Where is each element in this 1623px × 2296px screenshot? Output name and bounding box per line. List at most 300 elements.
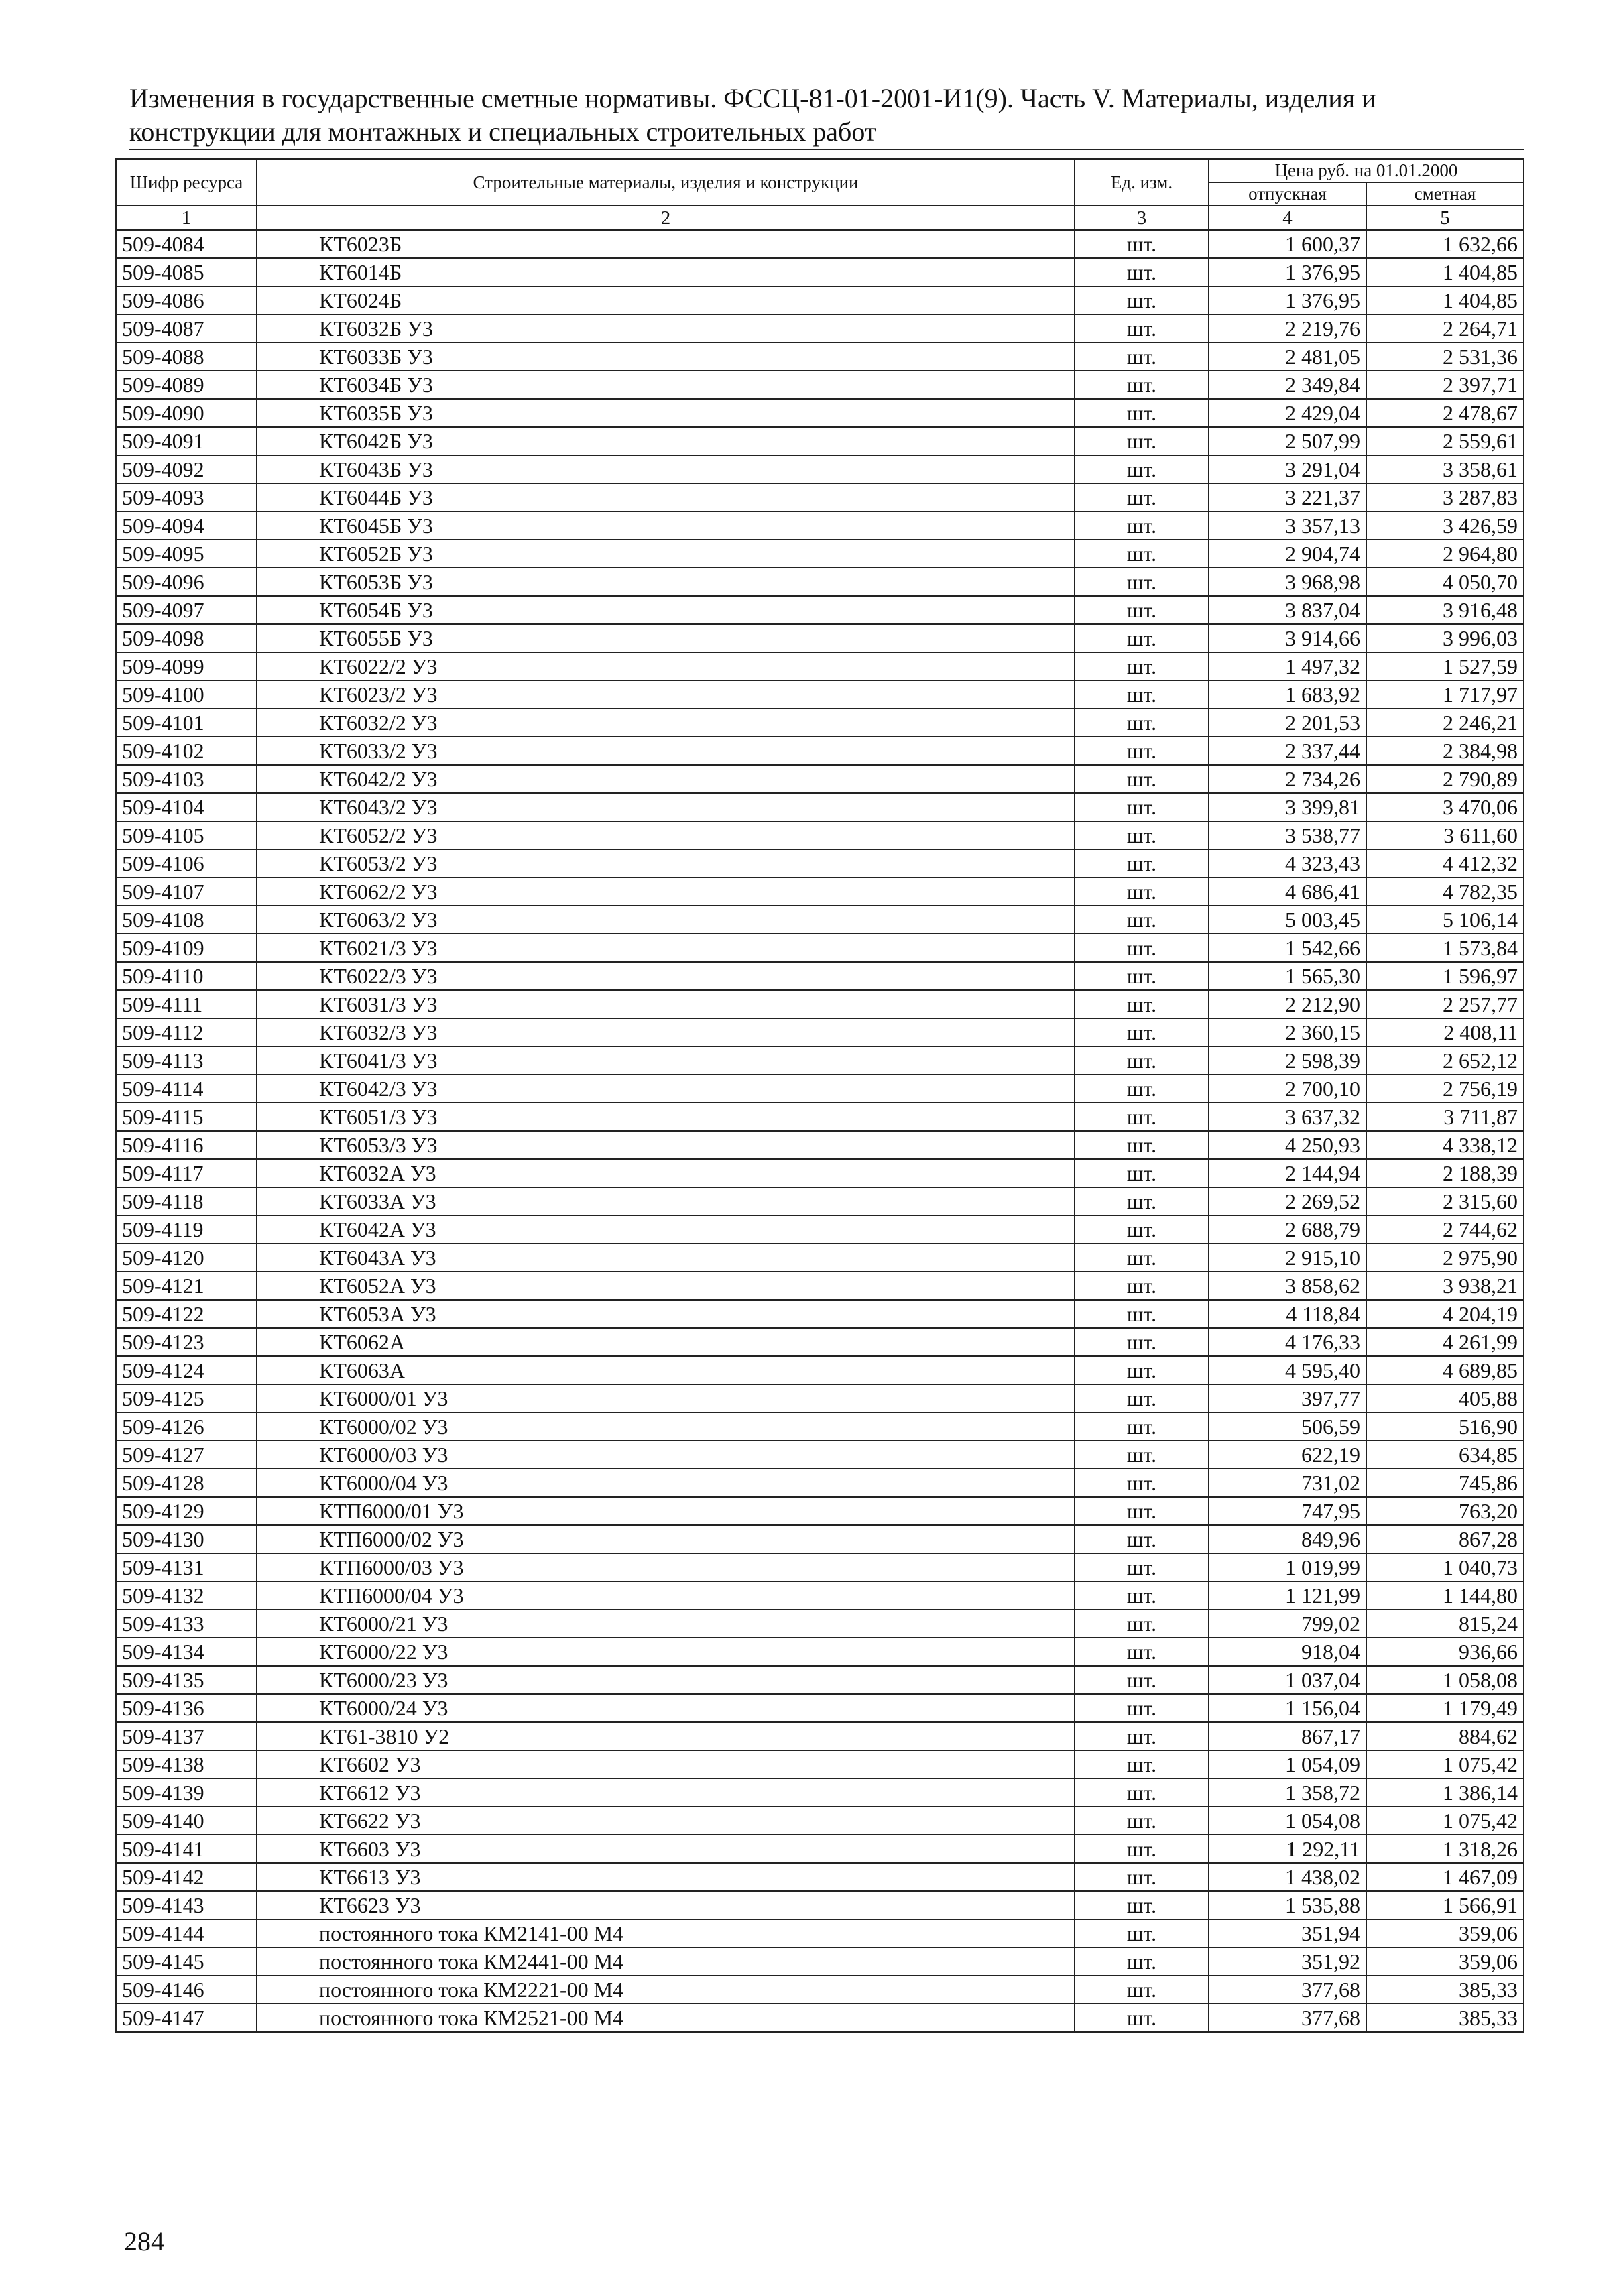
cell-code: 509-4119 (116, 1215, 257, 1244)
cell-estimate-price: 385,33 (1366, 1976, 1524, 2004)
cell-code: 509-4124 (116, 1356, 257, 1384)
cell-code: 509-4094 (116, 511, 257, 540)
table-row (116, 737, 1524, 765)
cell-unit: шт. (1075, 1835, 1209, 1863)
cell-estimate-price: 5 106,14 (1366, 906, 1524, 934)
cell-code: 509-4140 (116, 1807, 257, 1835)
col-header-price: Цена руб. на 01.01.2000 (1209, 159, 1524, 182)
cell-estimate-price: 3 470,06 (1366, 793, 1524, 821)
cell-code: 509-4136 (116, 1694, 257, 1722)
table-row (116, 1778, 1524, 1807)
cell-unit: шт. (1075, 737, 1209, 765)
cell-name: КТП6000/04 У3 (257, 1581, 1075, 1610)
cell-release-price: 1 497,32 (1209, 652, 1366, 680)
cell-release-price: 1 037,04 (1209, 1666, 1366, 1694)
col-header-release: отпускная (1209, 182, 1366, 206)
cell-unit: шт. (1075, 793, 1209, 821)
cell-name: КТ6054Б У3 (257, 596, 1075, 624)
cell-estimate-price: 2 397,71 (1366, 371, 1524, 399)
cell-unit: шт. (1075, 258, 1209, 286)
cell-estimate-price: 1 632,66 (1366, 230, 1524, 258)
cell-unit: шт. (1075, 709, 1209, 737)
cell-release-price: 2 734,26 (1209, 765, 1366, 793)
cell-unit: шт. (1075, 1891, 1209, 1919)
cell-estimate-price: 2 315,60 (1366, 1187, 1524, 1215)
cell-name: КТ6035Б У3 (257, 399, 1075, 427)
cell-name: КТ6043Б У3 (257, 455, 1075, 483)
table-row (116, 1497, 1524, 1525)
cell-name: КТ6000/21 У3 (257, 1610, 1075, 1638)
cell-unit: шт. (1075, 1469, 1209, 1497)
col-header-unit: Ед. изм. (1075, 159, 1209, 206)
col-index-4: 4 (1209, 206, 1366, 230)
cell-unit: шт. (1075, 286, 1209, 314)
table-row (116, 1412, 1524, 1441)
cell-unit: шт. (1075, 314, 1209, 343)
table-row (116, 511, 1524, 540)
cell-code: 509-4112 (116, 1018, 257, 1046)
cell-release-price: 4 250,93 (1209, 1131, 1366, 1159)
cell-code: 509-4137 (116, 1722, 257, 1750)
price-table (115, 158, 1524, 2033)
cell-unit: шт. (1075, 1300, 1209, 1328)
cell-name: КТ6063/2 У3 (257, 906, 1075, 934)
cell-estimate-price: 2 478,67 (1366, 399, 1524, 427)
cell-estimate-price: 1 144,80 (1366, 1581, 1524, 1610)
cell-estimate-price: 516,90 (1366, 1412, 1524, 1441)
cell-name: КТ6033/2 У3 (257, 737, 1075, 765)
cell-release-price: 1 542,66 (1209, 934, 1366, 962)
cell-unit: шт. (1075, 1412, 1209, 1441)
cell-code: 509-4114 (116, 1075, 257, 1103)
cell-name: КТ6031/3 У3 (257, 990, 1075, 1018)
cell-estimate-price: 763,20 (1366, 1497, 1524, 1525)
table-row (116, 1750, 1524, 1778)
cell-code: 509-4113 (116, 1046, 257, 1075)
cell-code: 509-4142 (116, 1863, 257, 1891)
cell-release-price: 1 376,95 (1209, 286, 1366, 314)
cell-estimate-price: 1 717,97 (1366, 680, 1524, 709)
cell-release-price: 351,94 (1209, 1919, 1366, 1947)
cell-release-price: 3 968,98 (1209, 568, 1366, 596)
cell-code: 509-4145 (116, 1947, 257, 1976)
cell-unit: шт. (1075, 1159, 1209, 1187)
cell-release-price: 849,96 (1209, 1525, 1366, 1553)
cell-code: 509-4108 (116, 906, 257, 934)
header-line-2: конструкции для монтажных и специальных строительных работ (129, 117, 877, 147)
cell-unit: шт. (1075, 371, 1209, 399)
cell-unit: шт. (1075, 1046, 1209, 1075)
cell-release-price: 622,19 (1209, 1441, 1366, 1469)
table-row (116, 1976, 1524, 2004)
cell-code: 509-4143 (116, 1891, 257, 1919)
cell-estimate-price: 634,85 (1366, 1441, 1524, 1469)
cell-unit: шт. (1075, 1497, 1209, 1525)
cell-code: 509-4147 (116, 2004, 257, 2032)
cell-estimate-price: 2 964,80 (1366, 540, 1524, 568)
cell-estimate-price: 3 426,59 (1366, 511, 1524, 540)
cell-name: КТ6032/3 У3 (257, 1018, 1075, 1046)
cell-name: КТ61-3810 У2 (257, 1722, 1075, 1750)
header-line-1: Изменения в государственные сметные нормативы. ФССЦ-81-01-2001-И1(9). Часть V. Материалы, изделия и (129, 83, 1376, 113)
cell-estimate-price: 1 386,14 (1366, 1778, 1524, 1807)
cell-unit: шт. (1075, 1525, 1209, 1553)
table-row (116, 1525, 1524, 1553)
table-row (116, 1835, 1524, 1863)
table-row (116, 1638, 1524, 1666)
table-row (116, 2004, 1524, 2032)
cell-unit: шт. (1075, 1187, 1209, 1215)
cell-code: 509-4127 (116, 1441, 257, 1469)
cell-estimate-price: 385,33 (1366, 2004, 1524, 2032)
cell-unit: шт. (1075, 1018, 1209, 1046)
cell-unit: шт. (1075, 821, 1209, 849)
table-row (116, 230, 1524, 258)
cell-estimate-price: 1 404,85 (1366, 258, 1524, 286)
cell-release-price: 1 019,99 (1209, 1553, 1366, 1581)
table-row (116, 1159, 1524, 1187)
cell-release-price: 2 507,99 (1209, 427, 1366, 455)
table-row (116, 1947, 1524, 1976)
cell-unit: шт. (1075, 483, 1209, 511)
cell-name: КТ6000/22 У3 (257, 1638, 1075, 1666)
cell-unit: шт. (1075, 624, 1209, 652)
table-row (116, 624, 1524, 652)
cell-name: КТ6622 У3 (257, 1807, 1075, 1835)
col-header-code: Шифр ресурса (116, 159, 257, 206)
cell-unit: шт. (1075, 1384, 1209, 1412)
cell-unit: шт. (1075, 934, 1209, 962)
cell-code: 509-4109 (116, 934, 257, 962)
table-row (116, 1272, 1524, 1300)
cell-name: КТ6023/2 У3 (257, 680, 1075, 709)
cell-estimate-price: 4 689,85 (1366, 1356, 1524, 1384)
cell-unit: шт. (1075, 1666, 1209, 1694)
cell-release-price: 506,59 (1209, 1412, 1366, 1441)
cell-release-price: 2 349,84 (1209, 371, 1366, 399)
cell-code: 509-4099 (116, 652, 257, 680)
cell-unit: шт. (1075, 1244, 1209, 1272)
cell-estimate-price: 1 573,84 (1366, 934, 1524, 962)
cell-estimate-price: 2 790,89 (1366, 765, 1524, 793)
cell-release-price: 5 003,45 (1209, 906, 1366, 934)
cell-unit: шт. (1075, 1919, 1209, 1947)
cell-unit: шт. (1075, 455, 1209, 483)
cell-release-price: 731,02 (1209, 1469, 1366, 1497)
cell-release-price: 2 915,10 (1209, 1244, 1366, 1272)
cell-unit: шт. (1075, 1103, 1209, 1131)
cell-code: 509-4103 (116, 765, 257, 793)
page-number: 284 (124, 2226, 164, 2256)
cell-release-price: 3 538,77 (1209, 821, 1366, 849)
cell-name: КТ6052Б У3 (257, 540, 1075, 568)
table-row (116, 483, 1524, 511)
table-row (116, 1891, 1524, 1919)
cell-unit: шт. (1075, 2004, 1209, 2032)
table-row (116, 1469, 1524, 1497)
cell-name: КТ6052А У3 (257, 1272, 1075, 1300)
cell-name: КТ6000/02 У3 (257, 1412, 1075, 1441)
table-row (116, 399, 1524, 427)
cell-code: 509-4131 (116, 1553, 257, 1581)
cell-release-price: 351,92 (1209, 1947, 1366, 1976)
cell-unit: шт. (1075, 962, 1209, 990)
table-row (116, 1694, 1524, 1722)
cell-release-price: 1 565,30 (1209, 962, 1366, 990)
cell-release-price: 1 121,99 (1209, 1581, 1366, 1610)
cell-code: 509-4116 (116, 1131, 257, 1159)
cell-unit: шт. (1075, 399, 1209, 427)
cell-name: КТ6032Б У3 (257, 314, 1075, 343)
cell-estimate-price: 2 188,39 (1366, 1159, 1524, 1187)
cell-release-price: 4 118,84 (1209, 1300, 1366, 1328)
cell-release-price: 1 438,02 (1209, 1863, 1366, 1891)
cell-code: 509-4115 (116, 1103, 257, 1131)
cell-unit: шт. (1075, 1553, 1209, 1581)
table-row (116, 314, 1524, 343)
cell-code: 509-4118 (116, 1187, 257, 1215)
cell-code: 509-4089 (116, 371, 257, 399)
table-row (116, 709, 1524, 737)
cell-estimate-price: 1 596,97 (1366, 962, 1524, 990)
cell-name: КТ6024Б (257, 286, 1075, 314)
cell-code: 509-4107 (116, 878, 257, 906)
cell-release-price: 1 054,09 (1209, 1750, 1366, 1778)
cell-estimate-price: 2 257,77 (1366, 990, 1524, 1018)
cell-estimate-price: 4 050,70 (1366, 568, 1524, 596)
cell-name: КТ6000/03 У3 (257, 1441, 1075, 1469)
table-row (116, 1919, 1524, 1947)
cell-estimate-price: 3 711,87 (1366, 1103, 1524, 1131)
cell-estimate-price: 3 287,83 (1366, 483, 1524, 511)
cell-estimate-price: 3 916,48 (1366, 596, 1524, 624)
col-index-3: 3 (1075, 206, 1209, 230)
cell-unit: шт. (1075, 990, 1209, 1018)
cell-code: 509-4087 (116, 314, 257, 343)
cell-estimate-price: 4 204,19 (1366, 1300, 1524, 1328)
cell-code: 509-4095 (116, 540, 257, 568)
cell-code: 509-4110 (116, 962, 257, 990)
cell-estimate-price: 2 559,61 (1366, 427, 1524, 455)
cell-unit: шт. (1075, 540, 1209, 568)
cell-release-price: 4 595,40 (1209, 1356, 1366, 1384)
cell-name: КТП6000/03 У3 (257, 1553, 1075, 1581)
cell-estimate-price: 884,62 (1366, 1722, 1524, 1750)
cell-unit: шт. (1075, 849, 1209, 878)
cell-estimate-price: 2 408,11 (1366, 1018, 1524, 1046)
cell-release-price: 2 481,05 (1209, 343, 1366, 371)
cell-unit: шт. (1075, 652, 1209, 680)
table-row (116, 990, 1524, 1018)
cell-code: 509-4120 (116, 1244, 257, 1272)
cell-name: КТ6022/2 У3 (257, 652, 1075, 680)
cell-release-price: 1 358,72 (1209, 1778, 1366, 1807)
cell-name: КТ6053/3 У3 (257, 1131, 1075, 1159)
table-row (116, 1722, 1524, 1750)
cell-unit: шт. (1075, 427, 1209, 455)
cell-release-price: 4 176,33 (1209, 1328, 1366, 1356)
cell-name: КТ6623 У3 (257, 1891, 1075, 1919)
cell-release-price: 397,77 (1209, 1384, 1366, 1412)
cell-unit: шт. (1075, 230, 1209, 258)
cell-unit: шт. (1075, 1610, 1209, 1638)
cell-name: КТ6063А (257, 1356, 1075, 1384)
table-row (116, 962, 1524, 990)
cell-estimate-price: 2 264,71 (1366, 314, 1524, 343)
cell-unit: шт. (1075, 1638, 1209, 1666)
cell-name: КТ6051/3 У3 (257, 1103, 1075, 1131)
cell-release-price: 4 323,43 (1209, 849, 1366, 878)
cell-release-price: 1 292,11 (1209, 1835, 1366, 1863)
cell-unit: шт. (1075, 1328, 1209, 1356)
cell-name: КТ6041/3 У3 (257, 1046, 1075, 1075)
table-row (116, 1328, 1524, 1356)
cell-name: постоянного тока КМ2141-00 М4 (257, 1919, 1075, 1947)
cell-code: 509-4093 (116, 483, 257, 511)
cell-code: 509-4100 (116, 680, 257, 709)
table-row (116, 1075, 1524, 1103)
page-header (129, 82, 1524, 149)
cell-code: 509-4134 (116, 1638, 257, 1666)
cell-estimate-price: 1 318,26 (1366, 1835, 1524, 1863)
cell-release-price: 2 219,76 (1209, 314, 1366, 343)
cell-release-price: 2 337,44 (1209, 737, 1366, 765)
cell-unit: шт. (1075, 568, 1209, 596)
cell-code: 509-4146 (116, 1976, 257, 2004)
cell-release-price: 377,68 (1209, 2004, 1366, 2032)
table-row (116, 878, 1524, 906)
cell-name: КТ6603 У3 (257, 1835, 1075, 1863)
cell-release-price: 918,04 (1209, 1638, 1366, 1666)
cell-code: 509-4106 (116, 849, 257, 878)
cell-unit: шт. (1075, 343, 1209, 371)
cell-unit: шт. (1075, 1750, 1209, 1778)
cell-name: КТП6000/01 У3 (257, 1497, 1075, 1525)
cell-release-price: 3 221,37 (1209, 483, 1366, 511)
cell-code: 509-4084 (116, 230, 257, 258)
cell-code: 509-4122 (116, 1300, 257, 1328)
table-row (116, 1807, 1524, 1835)
cell-code: 509-4102 (116, 737, 257, 765)
col-index-5: 5 (1366, 206, 1524, 230)
cell-unit: шт. (1075, 596, 1209, 624)
cell-estimate-price: 2 744,62 (1366, 1215, 1524, 1244)
cell-unit: шт. (1075, 1863, 1209, 1891)
cell-estimate-price: 1 179,49 (1366, 1694, 1524, 1722)
table-row (116, 427, 1524, 455)
cell-estimate-price: 2 246,21 (1366, 709, 1524, 737)
cell-estimate-price: 3 358,61 (1366, 455, 1524, 483)
cell-release-price: 1 600,37 (1209, 230, 1366, 258)
cell-estimate-price: 1 040,73 (1366, 1553, 1524, 1581)
table-row (116, 849, 1524, 878)
cell-unit: шт. (1075, 1131, 1209, 1159)
cell-release-price: 2 904,74 (1209, 540, 1366, 568)
cell-name: КТ6045Б У3 (257, 511, 1075, 540)
table-row (116, 680, 1524, 709)
cell-name: КТ6021/3 У3 (257, 934, 1075, 962)
cell-release-price: 3 399,81 (1209, 793, 1366, 821)
cell-code: 509-4101 (116, 709, 257, 737)
cell-code: 509-4138 (116, 1750, 257, 1778)
cell-code: 509-4133 (116, 1610, 257, 1638)
table-row (116, 286, 1524, 314)
cell-name: КТ6042/3 У3 (257, 1075, 1075, 1103)
cell-name: КТ6034Б У3 (257, 371, 1075, 399)
cell-code: 509-4123 (116, 1328, 257, 1356)
cell-release-price: 1 054,08 (1209, 1807, 1366, 1835)
cell-name: КТ6000/23 У3 (257, 1666, 1075, 1694)
cell-name: КТ6043А У3 (257, 1244, 1075, 1272)
cell-unit: шт. (1075, 1976, 1209, 2004)
cell-release-price: 2 688,79 (1209, 1215, 1366, 1244)
cell-name: КТ6062А (257, 1328, 1075, 1356)
cell-name: КТ6613 У3 (257, 1863, 1075, 1891)
cell-code: 509-4111 (116, 990, 257, 1018)
cell-name: КТ6042А У3 (257, 1215, 1075, 1244)
cell-estimate-price: 867,28 (1366, 1525, 1524, 1553)
cell-estimate-price: 3 996,03 (1366, 624, 1524, 652)
cell-release-price: 3 837,04 (1209, 596, 1366, 624)
cell-release-price: 2 269,52 (1209, 1187, 1366, 1215)
cell-name: КТ6032А У3 (257, 1159, 1075, 1187)
cell-name: КТ6000/01 У3 (257, 1384, 1075, 1412)
cell-code: 509-4097 (116, 596, 257, 624)
cell-unit: шт. (1075, 878, 1209, 906)
cell-estimate-price: 3 938,21 (1366, 1272, 1524, 1300)
cell-name: КТ6000/04 У3 (257, 1469, 1075, 1497)
cell-unit: шт. (1075, 765, 1209, 793)
cell-release-price: 377,68 (1209, 1976, 1366, 2004)
cell-unit: шт. (1075, 1722, 1209, 1750)
cell-release-price: 1 683,92 (1209, 680, 1366, 709)
cell-release-price: 3 858,62 (1209, 1272, 1366, 1300)
cell-estimate-price: 815,24 (1366, 1610, 1524, 1638)
cell-estimate-price: 2 384,98 (1366, 737, 1524, 765)
cell-code: 509-4098 (116, 624, 257, 652)
cell-code: 509-4117 (116, 1159, 257, 1187)
cell-release-price: 2 429,04 (1209, 399, 1366, 427)
cell-code: 509-4092 (116, 455, 257, 483)
cell-code: 509-4104 (116, 793, 257, 821)
cell-estimate-price: 405,88 (1366, 1384, 1524, 1412)
cell-code: 509-4130 (116, 1525, 257, 1553)
cell-code: 509-4088 (116, 343, 257, 371)
table-row (116, 1384, 1524, 1412)
cell-unit: шт. (1075, 906, 1209, 934)
cell-unit: шт. (1075, 1441, 1209, 1469)
cell-estimate-price: 1 566,91 (1366, 1891, 1524, 1919)
cell-code: 509-4126 (116, 1412, 257, 1441)
cell-code: 509-4121 (116, 1272, 257, 1300)
cell-estimate-price: 359,06 (1366, 1947, 1524, 1976)
header-divider (129, 149, 1524, 150)
table-row (116, 455, 1524, 483)
table-row (116, 793, 1524, 821)
table-row (116, 1018, 1524, 1046)
cell-code: 509-4139 (116, 1778, 257, 1807)
cell-unit: шт. (1075, 680, 1209, 709)
table-row (116, 1244, 1524, 1272)
cell-code: 509-4091 (116, 427, 257, 455)
cell-unit: шт. (1075, 1581, 1209, 1610)
table-row (116, 1553, 1524, 1581)
cell-name: КТ6053А У3 (257, 1300, 1075, 1328)
cell-name: КТ6000/24 У3 (257, 1694, 1075, 1722)
cell-unit: шт. (1075, 511, 1209, 540)
cell-name: КТ6052/2 У3 (257, 821, 1075, 849)
table-row (116, 1046, 1524, 1075)
